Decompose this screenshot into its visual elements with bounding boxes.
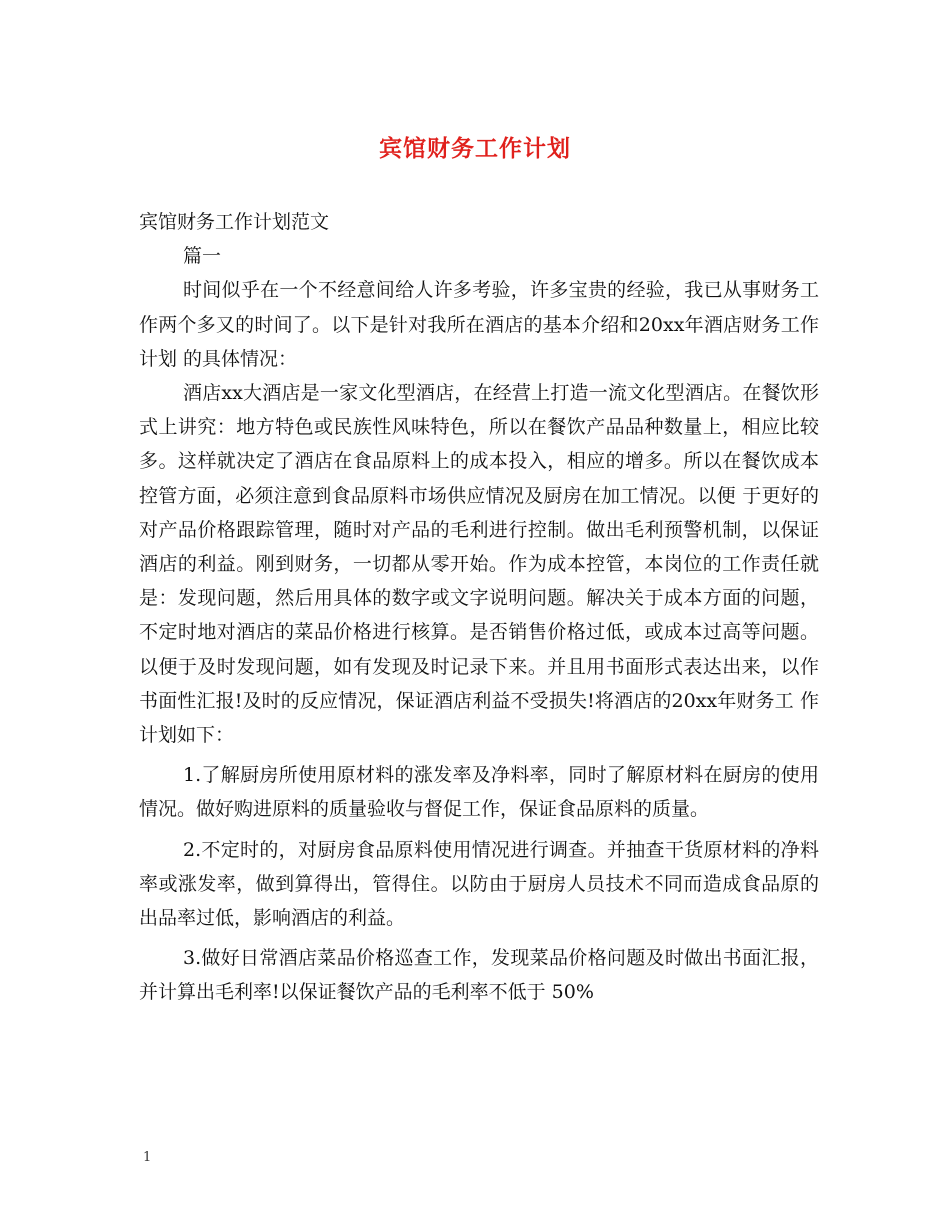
paragraph-item-2: 2.不定时的，对厨房食品原料使用情况进行调查。并抽查干货原材料的净料率或涨发率，做到算得出，管得住。以防由于厨房人员技术不同而造成食品原的出品率过低，影响酒店的利益。: [139, 838, 819, 930]
paragraph-hotel-overview: 酒店xx大酒店是一家文化型酒店，在经营上打造一流文化型酒店。在餐饮形式上讲究：地方特色或民族性风味特色，所以在餐饮产品品种数量上，相应比较多。这样就决定了酒店在食品原料上的成本投入，相应的增多。所以在餐饮成本控管方面，必须注意到食品原料市场供应情况及厨房在加工情况。以便 于更好的对产品价格跟踪管理，随时对产品的毛利进行控制。做出毛利预警机制，以保证酒店的利益。刚到财务，一切都从零开始。作为成本控管，本岗位的工作责任就是：发现问题，然后用具体的数字或文字说明问题。解决关于成本方面的问题，不定时地对酒店的菜品价格进行核算。是否销售价格过低，或成本过高等问题。 以便于及时发现问题，如有发现及时记录下来。并且用书面形式表达出来，以作书面性汇报!及时的反应情况，保证酒店利益不受损失!将酒店的20xx年财务工 作计划如下：: [139, 382, 819, 747]
page-number: 1: [143, 1150, 152, 1165]
document-title: 宾馆财务工作计划: [379, 135, 571, 162]
document-subtitle: 宾馆财务工作计划范文: [139, 211, 330, 233]
paragraph-item-3: 3.做好日常酒店菜品价格巡查工作，发现菜品价格问题及时做出书面汇报，并计算出毛利率!以保证餐饮产品的毛利率不低于 50%: [139, 947, 819, 1004]
document-body: [139, 205, 819, 1010]
section-label: 篇一: [183, 245, 222, 268]
paragraph-intro: 时间似乎在一个不经意间给人许多考验，许多宝贵的经验，我已从事财务工作两个多又的时间了。以下是针对我所在酒店的基本介绍和20xx年酒店财务工作计划 的具体情况：: [139, 279, 819, 370]
paragraph-item-1: 1.了解厨房所使用原材料的涨发率及净料率，同时了解原材料在厨房的使用情况。做好购进原料的质量验收与督促工作，保证食品原料的质量。: [139, 764, 819, 821]
